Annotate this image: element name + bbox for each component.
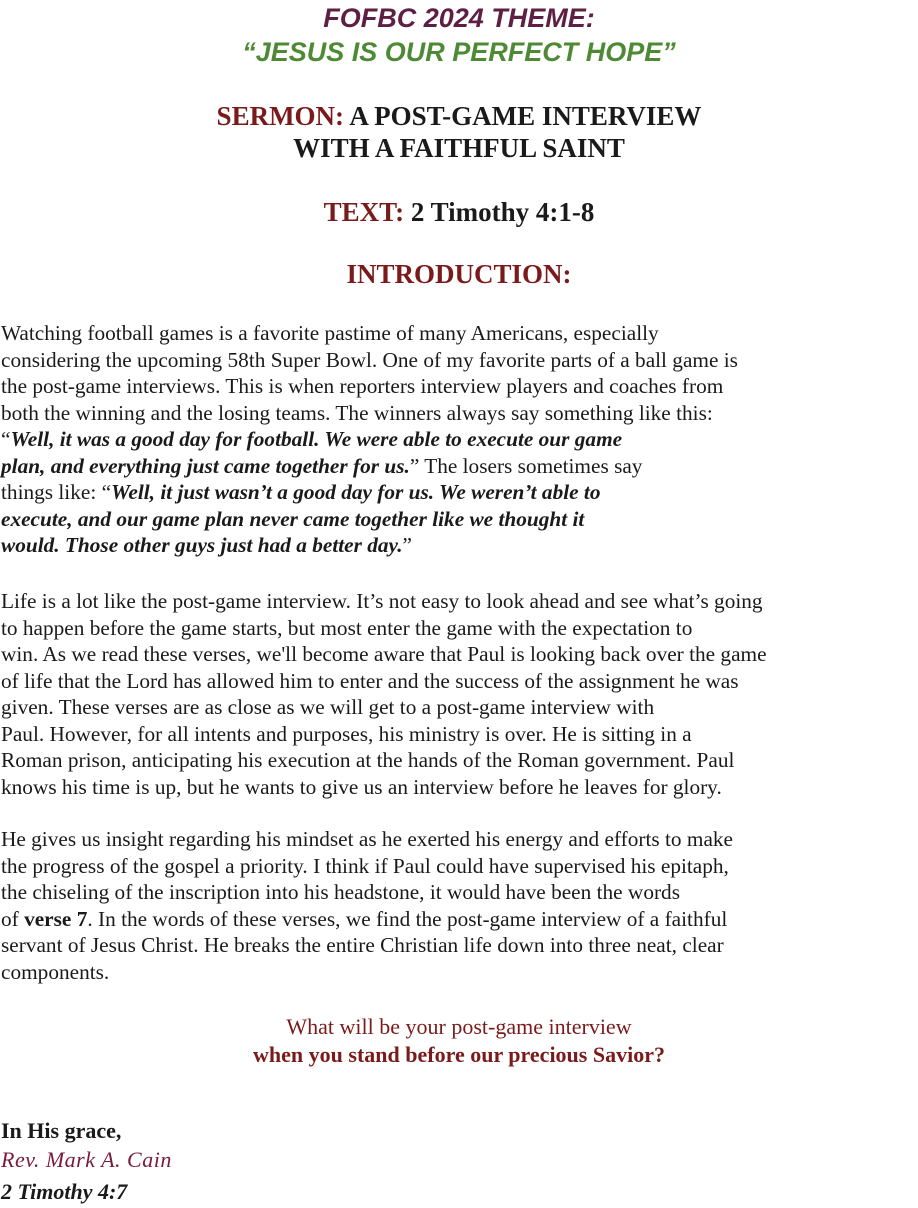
paragraph-1 bbox=[1, 320, 918, 559]
signature-name: Rev. Mark A. Cain bbox=[1, 1147, 172, 1172]
paragraph-line: knows his time is up, but he wants to give us an interview before he leaves for glory. bbox=[1, 774, 722, 799]
theme-heading: FOFBC 2024 THEME: bbox=[323, 3, 595, 33]
paragraph-line: the progress of the gospel a priority. I think if Paul could have supervised his epitaph, bbox=[1, 853, 729, 878]
winner-quote: Well, it was a good day for football. We were able to execute our game bbox=[10, 427, 623, 451]
verse-reference: verse 7 bbox=[24, 906, 88, 931]
sermon-heading bbox=[0, 100, 918, 164]
paragraph-line: the post-game interviews. This is when reporters interview players and coaches from bbox=[1, 374, 724, 398]
closing-question bbox=[0, 1013, 918, 1069]
loser-quote: would. Those other guys just had a better day. bbox=[1, 533, 403, 557]
signature-salutation: In His grace, bbox=[1, 1118, 122, 1143]
paragraph-line: both the winning and the losing teams. The winners always say something like this: bbox=[1, 400, 713, 425]
sermon-title-line2: WITH A FAITHFUL SAINT bbox=[293, 133, 625, 163]
paragraph-line: to happen before the game starts, but most enter the game with the expectation to bbox=[1, 615, 693, 640]
paragraph-line bbox=[1, 906, 918, 933]
paragraph-line: given. These verses are as close as we will get to a post-game interview with bbox=[1, 695, 655, 719]
introduction-heading: INTRODUCTION: bbox=[346, 259, 572, 289]
paragraph-text: . In the words of these verses, we find the post-game interview of a faithful bbox=[87, 906, 728, 931]
text-label: TEXT: bbox=[323, 197, 405, 227]
quote-mark: “ bbox=[1, 427, 11, 451]
paragraph-line: win. As we read these verses, we'll become aware that Paul is looking back over the game bbox=[1, 642, 767, 666]
paragraph-line bbox=[1, 479, 918, 506]
paragraph-line bbox=[1, 453, 918, 480]
paragraph-line: of life that the Lord has allowed him to enter and the success of the assignment he was bbox=[1, 668, 739, 693]
paragraph-text: ” The losers sometimes say bbox=[409, 453, 643, 478]
paragraph-line: Paul. However, for all intents and purposes, his ministry is over. He is sitting in a bbox=[1, 721, 692, 746]
paragraph-line: Watching football games is a favorite pastime of many Americans, especially bbox=[1, 321, 659, 345]
paragraph-line: considering the upcoming 58th Super Bowl. One of my favorite parts of a ball game is bbox=[1, 347, 738, 372]
paragraph-line: He gives us insight regarding his mindset as he exerted his energy and efforts to make bbox=[1, 827, 734, 851]
paragraph-line bbox=[1, 506, 918, 533]
sermon-title-line1: A POST-GAME INTERVIEW bbox=[349, 101, 702, 131]
paragraph-text: things like: “ bbox=[1, 480, 112, 504]
sermon-label: SERMON: bbox=[216, 101, 345, 131]
closing-line1: What will be your post-game interview bbox=[286, 1014, 632, 1039]
loser-quote: Well, it just wasn’t a good day for us. We weren’t able to bbox=[111, 480, 601, 504]
paragraph-line: Life is a lot like the post-game interview. It’s not easy to look ahead and see what’s going bbox=[1, 589, 763, 613]
loser-quote: execute, and our game plan never came together like we thought it bbox=[1, 506, 585, 531]
closing-line2: when you stand before our precious Savior? bbox=[253, 1042, 665, 1067]
theme-title: “JESUS IS OUR PERFECT HOPE” bbox=[242, 37, 676, 67]
text-reference: 2 Timothy 4:1-8 bbox=[410, 197, 595, 227]
scripture-text bbox=[0, 196, 918, 228]
paragraph-line: Roman prison, anticipating his execution at the hands of the Roman government. Paul bbox=[1, 748, 735, 772]
paragraph-3 bbox=[1, 826, 918, 985]
paragraph-line: servant of Jesus Christ. He breaks the entire Christian life down into three neat, clear bbox=[1, 933, 724, 957]
signature-verse: 2 Timothy 4:7 bbox=[1, 1179, 128, 1204]
paragraph-text: of bbox=[1, 906, 25, 931]
paragraph-line bbox=[1, 532, 918, 559]
winner-quote: plan, and everything just came together for us. bbox=[1, 453, 410, 478]
quote-mark: ” bbox=[402, 533, 412, 557]
paragraph-2 bbox=[1, 588, 918, 800]
paragraph-line: the chiseling of the inscription into his headstone, it would have been the words bbox=[1, 880, 680, 904]
paragraph-line bbox=[1, 426, 918, 453]
paragraph-line: components. bbox=[1, 959, 110, 984]
